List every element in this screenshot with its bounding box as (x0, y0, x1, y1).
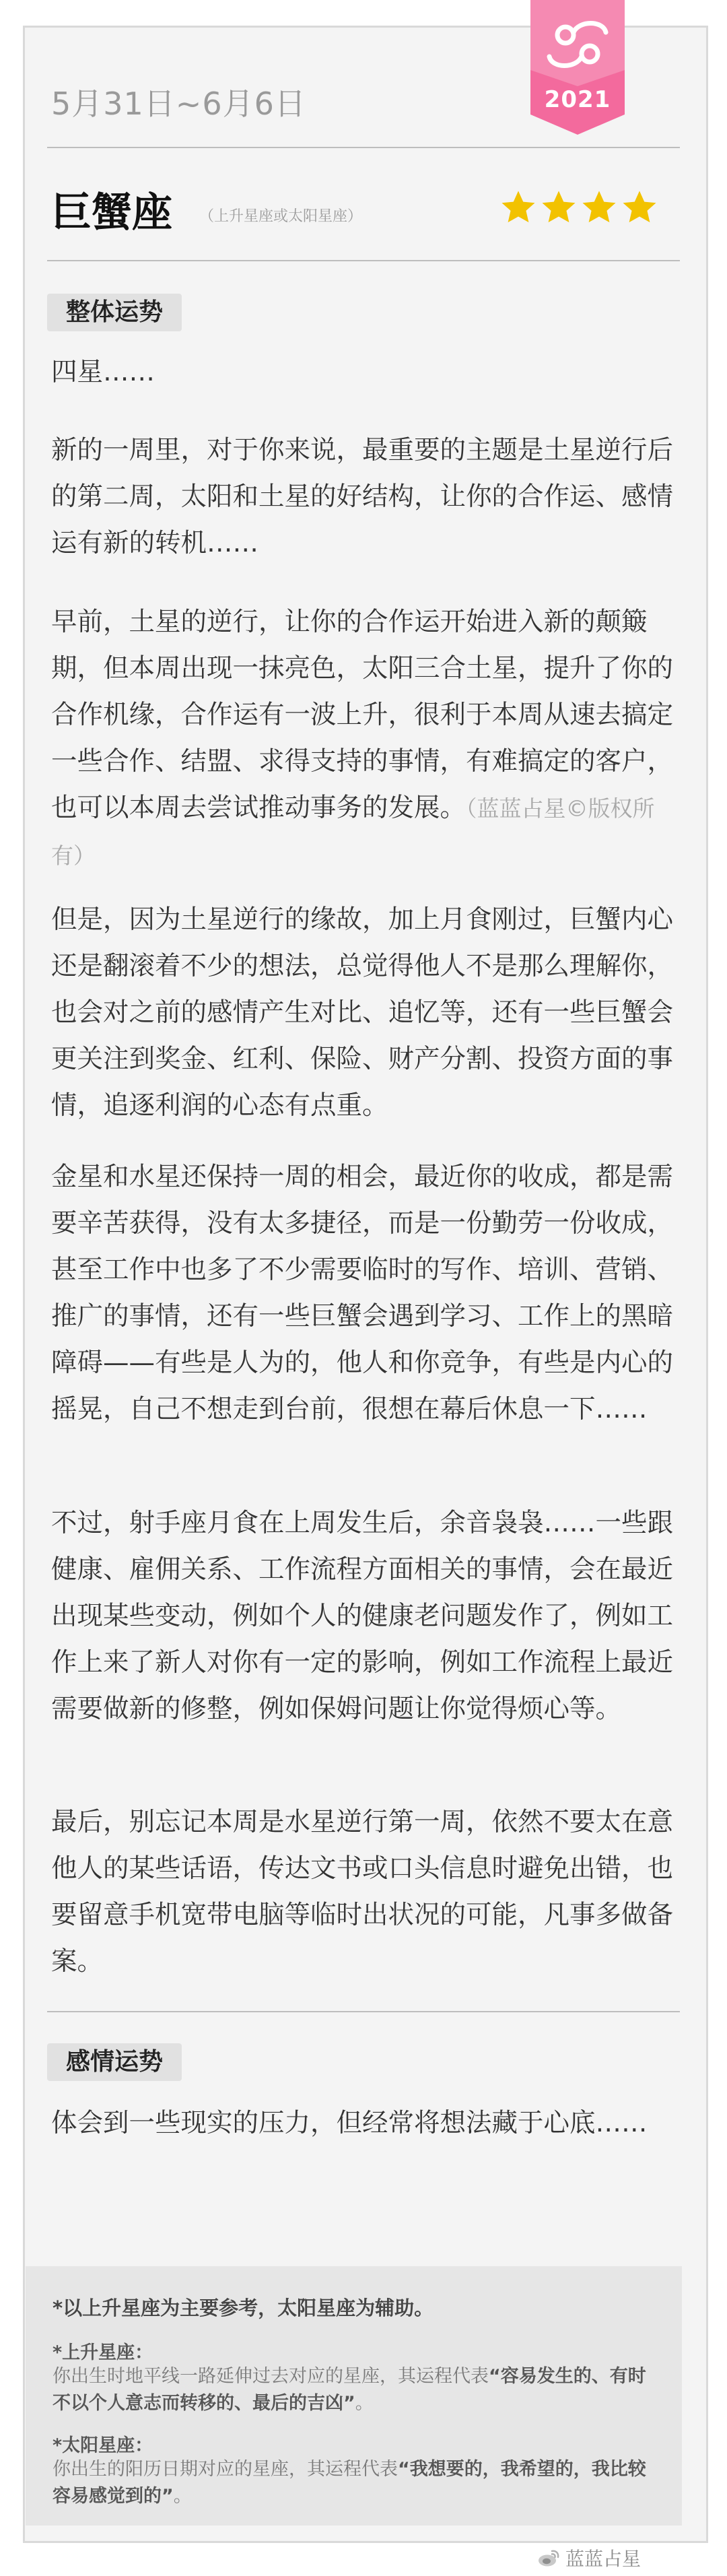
overall-paragraph-4: 但是，因为土星逆行的缘故，加上月食刚过，巨蟹内心还是翻滚着不少的想法，总觉得他人不是那么理解你，也会对之前的感情产生对比、追忆等，还有一些巨蟹会更关注到奖金、红利、保险、财产分割、投资方面的事情，追逐利润的心态有点重。 (51, 904, 674, 1121)
rising-text (53, 2363, 658, 2417)
overall-paragraph-1: 四星…… (51, 357, 155, 387)
overall-paragraph-3 (51, 599, 681, 879)
section-label-overall: 整体运势 (47, 294, 182, 331)
overall-paragraph-3-text: 早前，土星的逆行，让你的合作运开始进入新的颠簸期，但本周出现一抹亮色，太阳三合土星，提升了你的合作机缘，合作运有一波上升，很利于本周从速去搞定一些合作、结盟、求得支持的事情，有难搞定的客户，也可以本周去尝试推动事务的发展。 (51, 607, 674, 823)
rising-desc: 你出生时地平线一路延伸过去对应的星座，其运程代表 (53, 2366, 489, 2387)
sun-end: 。 (173, 2486, 192, 2507)
footer-watermark (537, 2544, 641, 2571)
star-icon (621, 189, 658, 226)
copyright-tag: （蓝蓝占星©版权所有） (51, 795, 655, 869)
footer-watermark-text: 蓝蓝占星 (565, 2548, 642, 2570)
year-ribbon (530, 0, 625, 135)
year-label: 2021 (544, 86, 611, 113)
sun-title: *太阳星座： (53, 2435, 153, 2456)
star-icon (540, 189, 578, 226)
note-main: *以上升星座为主要参考，太阳星座为辅助。 (53, 2297, 434, 2319)
sun-desc: 你出生的阳历日期对应的星座，其运程代表 (53, 2459, 398, 2480)
section-divider (47, 2011, 680, 2012)
overall-paragraph-2: 新的一周里，对于你来说，最重要的主题是土星逆行后的第二周，太阳和土星的好结构，让你的合作运、感情运有新的转机…… (51, 435, 674, 558)
date-range: 5月31日~6月6日 (51, 86, 306, 122)
rating-stars (499, 189, 658, 226)
love-paragraph: 体会到一些现实的压力，但经常将想法藏于心底…… (51, 2108, 648, 2138)
header-divider-bottom (47, 260, 680, 261)
sun-text (53, 2456, 658, 2510)
rising-quote: “容易发生的、有时不以个人意志而转移的、最后的吉凶” (53, 2366, 646, 2414)
sign-name: 巨蟹座 (51, 189, 172, 236)
sun-quote: “我想要的，我希望的，我比较容易感觉到的” (53, 2459, 646, 2507)
notes-box (26, 2266, 682, 2525)
overall-paragraph-7: 最后，别忘记本周是水星逆行第一周，依然不要太在意他人的某些话语，传达文书或口头信息时避免出错，也要留意手机宽带电脑等临时出状况的可能，凡事多做备案。 (51, 1807, 674, 1977)
star-icon (499, 189, 537, 226)
star-icon (580, 189, 618, 226)
rising-end: 。 (355, 2393, 374, 2414)
section-label-love: 感情运势 (47, 2043, 182, 2081)
overall-paragraph-6: 不过，射手座月食在上周发生后，余音袅袅……一些跟健康、雇佣关系、工作流程方面相关的事情，会在最近出现某些变动，例如个人的健康老问题发作了，例如工作上来了新人对你有一定的影响，例如工作流程上最近需要做新的修整，例如保姆问题让你觉得烦心等。 (51, 1508, 674, 1724)
rising-title: *上升星座： (53, 2342, 153, 2363)
sign-note: （上升星座或太阳星座） (199, 208, 363, 225)
header-divider-top (47, 147, 680, 148)
overall-paragraph-5: 金星和水星还保持一周的相会，最近你的收成，都是需要辛苦获得，没有太多捷径，而是一份勤劳一份收成，甚至工作中也多了不少需要临时的写作、培训、营销、推广的事情，还有一些巨蟹会遇到学习、工作上的黑暗障碍——有些是人为的，他人和你竞争，有些是内心的摇晃，自己不想走到台前，很想在幕后休息一下…… (51, 1162, 674, 1424)
weibo-icon (537, 2548, 560, 2567)
